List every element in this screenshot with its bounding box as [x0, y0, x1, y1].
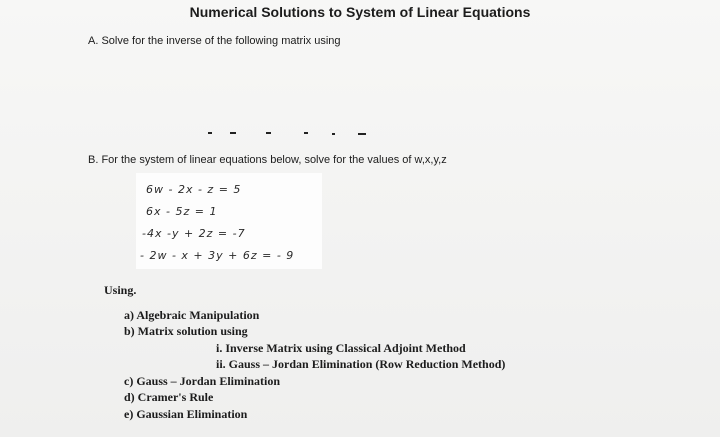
section-b-prompt: B. For the system of linear equations below, solve for the values of w,x,y,z	[88, 154, 447, 166]
method-d: d) Cramer's Rule	[124, 390, 214, 404]
section-a-prompt: A. Solve for the inverse of the following matrix using	[88, 35, 341, 47]
method-c: c) Gauss – Jordan Elimination	[124, 374, 281, 388]
using-label: Using.	[104, 283, 137, 297]
equation-1: 6w - 2x - z = 5	[146, 183, 242, 196]
method-b: b) Matrix solution using	[124, 324, 248, 338]
handwritten-equations-image	[136, 173, 322, 269]
method-b-i: i. Inverse Matrix using Classical Adjoint Method	[216, 341, 466, 355]
method-e: e) Gaussian Elimination	[124, 407, 248, 421]
cropped-matrix-remnant	[208, 132, 378, 142]
page-title: Numerical Solutions to System of Linear Equations	[189, 4, 531, 20]
method-a: a) Algebraic Manipulation	[124, 308, 260, 322]
equation-3: -4x -y + 2z = -7	[142, 227, 246, 240]
equation-2: 6x - 5z = 1	[146, 205, 218, 218]
method-b-ii: ii. Gauss – Jordan Elimination (Row Reduction Method)	[216, 357, 506, 371]
equation-4: - 2w - x + 3y + 6z = - 9	[140, 249, 295, 262]
